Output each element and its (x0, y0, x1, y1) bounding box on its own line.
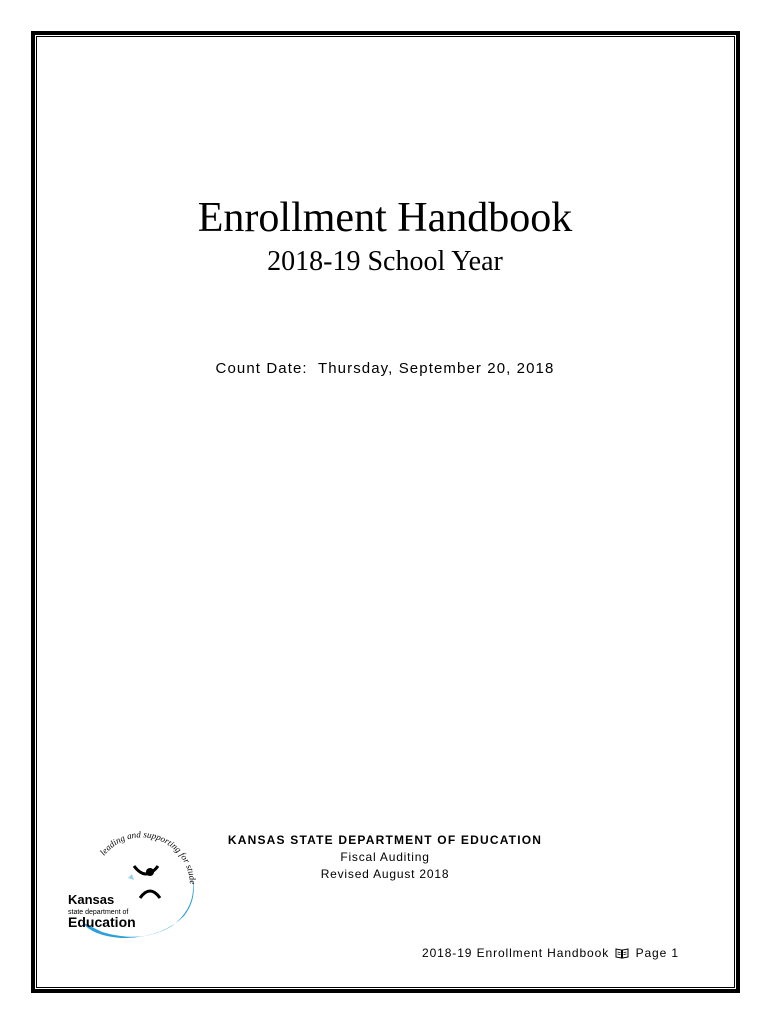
open-book-icon (615, 946, 629, 964)
department-division: Fiscal Auditing (340, 850, 430, 864)
count-date: Count Date: Thursday, September 20, 2018 (215, 360, 555, 377)
document-title: Enrollment Handbook (197, 195, 573, 241)
logo-word-kansas: Kansas (68, 892, 115, 907)
ksde-logo-graphic (62, 826, 202, 944)
revision-date: Revised August 2018 (320, 867, 450, 881)
ksde-logo (62, 826, 202, 944)
logo-word-education: Education (68, 914, 136, 930)
footer-page-number: Page 1 (635, 946, 679, 960)
page-footer (422, 944, 679, 964)
logo-figure-arms (134, 866, 158, 874)
document-subtitle: 2018-19 School Year (267, 246, 503, 277)
logo-arc-text: leading and supporting for stude (97, 829, 199, 885)
logo-star (128, 874, 134, 880)
logo-figure-legs (140, 891, 160, 898)
logo-word-state-dept: state department of (68, 909, 129, 916)
department-name: KANSAS STATE DEPARTMENT OF EDUCATION (227, 833, 543, 847)
footer-text: 2018-19 Enrollment Handbook (422, 946, 610, 960)
